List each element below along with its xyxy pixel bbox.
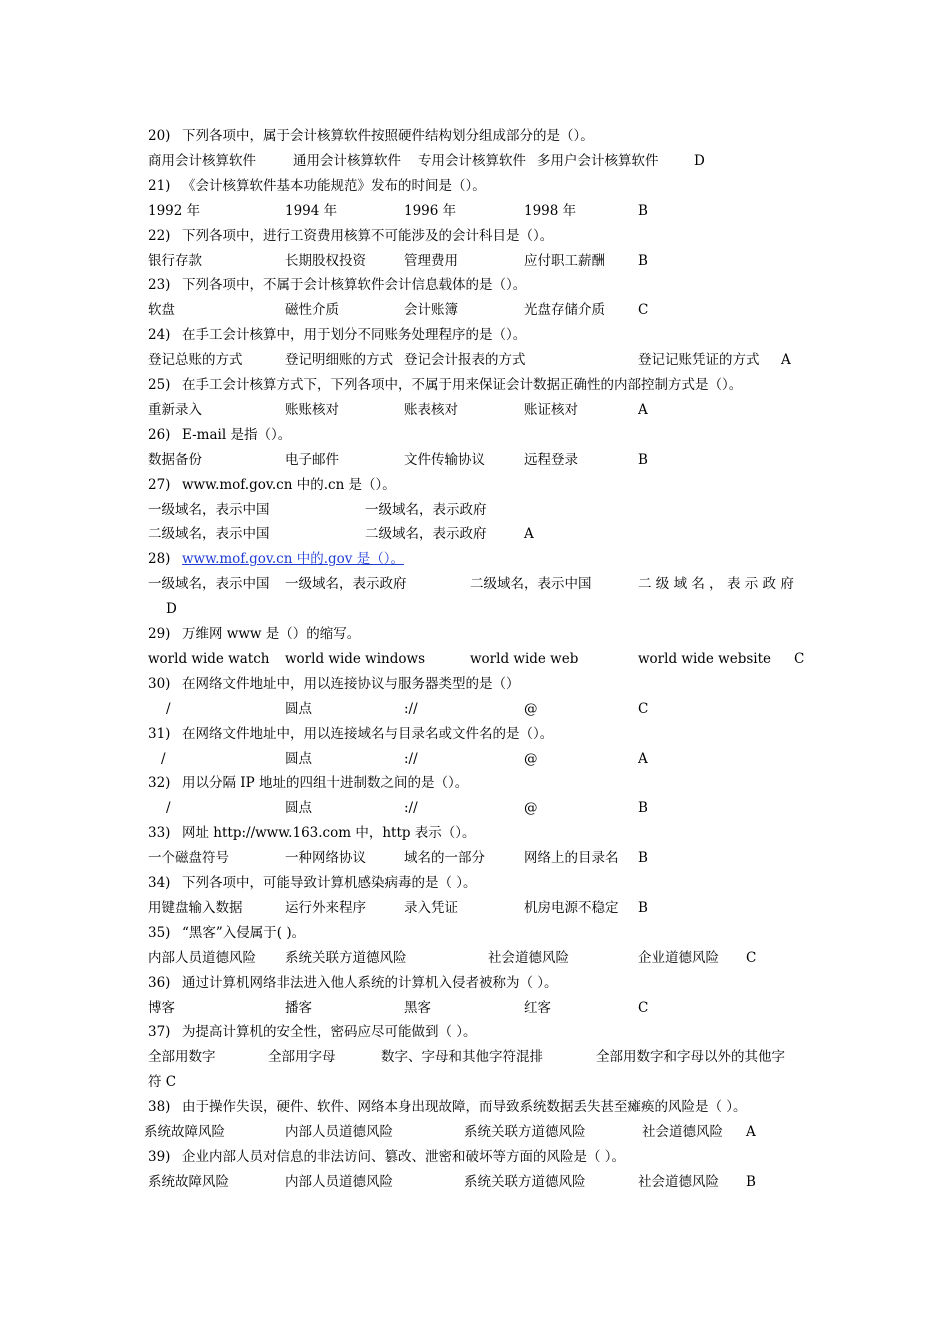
option-text: 登记总账的方式 (148, 352, 243, 369)
option-text: 系统关联方道德风险 (464, 1173, 586, 1190)
answer-key: C (638, 999, 649, 1016)
question-text: 下列各项中，可能导致计算机感染病毒的是（ ）。 (182, 875, 477, 891)
option-text: 远程登录 (524, 451, 578, 468)
option-text: world wide web (470, 650, 579, 667)
option-text: 账表核对 (404, 401, 458, 418)
answer-key: B (746, 1173, 756, 1190)
question-number: 29) (148, 626, 171, 642)
answer-key: B (638, 202, 648, 219)
question-text: 为提高计算机的安全性，密码应尽可能做到（ ）。 (182, 1024, 477, 1041)
question-text: 在手工会计核算方式下，下列各项中，不属于用来保证会计数据正确性的内部控制方式是（）。 (182, 377, 743, 393)
answer-key: B (638, 252, 648, 269)
option-text: 1994 年 (285, 202, 338, 219)
question-line (0, 1145, 950, 1170)
option-text: 符 C (148, 1074, 177, 1091)
option-text: 专用会计核算软件 (418, 152, 526, 169)
question-number: 30) (148, 675, 171, 692)
option-text: 内部人员道德风险 (148, 949, 256, 966)
question-line (0, 1095, 950, 1120)
options-line (0, 398, 950, 423)
option-text: 一级域名，表示中国 (148, 501, 270, 518)
question-number: 22) (148, 227, 171, 244)
options-line (0, 1045, 950, 1070)
option-text: 机房电源不稳定 (524, 899, 619, 916)
option-text: 数据备份 (148, 451, 202, 468)
question-line (0, 273, 950, 298)
question-link[interactable]: www.mof.gov.cn 中的.gov 是（）。 (182, 551, 404, 568)
option-text: 内部人员道德风险 (285, 1173, 393, 1190)
question-text: 在网络文件地址中，用以连接域名与目录名或文件名的是（）。 (182, 725, 554, 742)
option-text: 录入凭证 (404, 899, 458, 916)
question-number: 27) (148, 476, 171, 493)
option-text: 运行外来程序 (285, 899, 366, 916)
question-number: 36) (148, 974, 171, 991)
option-text: 圆点 (285, 750, 312, 767)
option-text: 重新录入 (148, 401, 202, 418)
question-line (0, 672, 950, 697)
option-text: 数字、字母和其他字符混排 (381, 1049, 543, 1066)
option-text: / (166, 700, 171, 717)
question-number: 24) (148, 327, 171, 344)
option-text: 系统关联方道德风险 (285, 949, 407, 966)
answer-key: C (794, 650, 805, 667)
option-text: 网络上的目录名 (524, 850, 619, 867)
option-text: 二级域名，表示中国 (470, 576, 592, 593)
answer-key: D (166, 601, 177, 618)
options-line (0, 348, 950, 373)
options-line (0, 149, 950, 174)
question-number: 35) (148, 924, 171, 941)
answer-key: B (638, 899, 648, 916)
question-text: E-mail 是指（）。 (182, 426, 292, 443)
option-text: 一个磁盘符号 (148, 850, 229, 867)
option-text: 登记明细账的方式 (285, 352, 393, 369)
question-line (0, 971, 950, 996)
options-line (0, 298, 950, 323)
option-text: 全部用字母 (268, 1049, 336, 1066)
question-text: 《会计核算软件基本功能规范》发布的时间是（）。 (182, 177, 486, 194)
options-line (0, 1170, 950, 1195)
question-number: 25) (148, 377, 171, 393)
option-text: 一种网络协议 (285, 850, 366, 867)
option-text: 文件传输协议 (404, 451, 485, 468)
option-text: 长期股权投资 (285, 252, 366, 269)
option-text: :// (404, 800, 418, 817)
option-text: world wide windows (285, 650, 426, 667)
options-line (0, 996, 950, 1021)
option-text: 软盘 (148, 302, 175, 319)
option-text: 磁性介质 (285, 302, 339, 319)
question-number: 38) (148, 1099, 171, 1116)
option-text: 一级域名，表示中国 (148, 576, 270, 593)
question-text: 下列各项中，属于会计核算软件按照硬件结构划分组成部分的是（）。 (182, 128, 594, 144)
question-line (0, 821, 950, 846)
question-number: 37) (148, 1024, 171, 1041)
option-text: 多用户会计核算软件 (537, 152, 659, 169)
question-line (0, 423, 950, 448)
answer-key: C (746, 949, 757, 966)
options-line (0, 697, 950, 722)
question-text: 用以分隔 IP 地址的四组十进制数之间的是（）。 (182, 775, 469, 792)
option-text: 社会道德风险 (488, 949, 569, 966)
question-line (0, 547, 950, 572)
options-line (0, 597, 950, 622)
question-number: 31) (148, 725, 171, 742)
options-line (0, 1070, 950, 1095)
option-text: 光盘存储介质 (524, 302, 605, 319)
question-number: 32) (148, 775, 171, 792)
option-text: 二级域名，表示政府 (365, 526, 487, 543)
question-text: www.mof.gov.cn 中的.cn 是（）。 (182, 476, 396, 493)
option-text: 系统故障风险 (144, 1124, 225, 1140)
option-text: 圆点 (285, 800, 312, 817)
option-text: 账账核对 (285, 401, 339, 418)
option-text: @ (524, 800, 538, 817)
question-line (0, 722, 950, 747)
question-number: 23) (148, 277, 171, 294)
question-text: 通过计算机网络非法进入他人系统的计算机入侵者被称为（ ）。 (182, 974, 558, 991)
options-line (0, 199, 950, 224)
options-line (0, 946, 950, 971)
option-text: 登记记账凭证的方式 (638, 352, 760, 369)
question-text: 万维网 www 是（）的缩写。 (182, 626, 361, 642)
option-text: 账证核对 (524, 401, 578, 418)
question-number: 28) (148, 551, 171, 568)
options-line (0, 1120, 950, 1145)
option-text: 用键盘输入数据 (148, 899, 243, 916)
option-text: 系统关联方道德风险 (464, 1124, 586, 1140)
option-text: 全部用数字和字母以外的其他字 (596, 1049, 785, 1066)
question-number: 26) (148, 426, 171, 443)
question-line (0, 771, 950, 796)
options-line (0, 498, 950, 523)
options-line (0, 572, 950, 597)
option-text: / (161, 750, 166, 767)
option-text: world wide website (638, 650, 772, 667)
answer-key: C (638, 302, 649, 319)
options-line (0, 796, 950, 821)
option-text: 应付职工薪酬 (524, 252, 605, 269)
question-line (0, 323, 950, 348)
option-text: 圆点 (285, 700, 312, 717)
answer-key: A (638, 401, 648, 418)
question-text: 下列各项中，不属于会计核算软件会计信息载体的是（）。 (182, 277, 527, 294)
answer-key: D (694, 152, 705, 169)
option-text: 1998 年 (524, 202, 577, 219)
question-line (0, 473, 950, 498)
answer-key: A (781, 352, 791, 369)
question-number: 34) (148, 875, 171, 891)
answer-key: B (638, 800, 648, 817)
option-text: 银行存款 (148, 252, 202, 269)
option-text: 登记会计报表的方式 (404, 352, 526, 369)
question-text: 在网络文件地址中，用以连接协议与服务器类型的是（） (182, 675, 520, 692)
answer-key: B (638, 451, 648, 468)
options-line (0, 522, 950, 547)
question-line (0, 224, 950, 249)
question-text: 下列各项中，进行工资费用核算不可能涉及的会计科目是（）。 (182, 227, 554, 244)
option-text: 域名的一部分 (404, 850, 485, 867)
option-text: 管理费用 (404, 252, 458, 269)
option-text: 红客 (524, 999, 551, 1016)
question-number: 33) (148, 825, 171, 842)
option-text: 博客 (148, 999, 175, 1016)
option-text: 二级域名，表示中国 (148, 526, 270, 543)
answer-key: A (746, 1124, 756, 1140)
options-line (0, 448, 950, 473)
answer-key: A (524, 526, 534, 543)
question-line (0, 622, 950, 647)
options-line (0, 896, 950, 921)
options-line (0, 846, 950, 871)
question-text: 网址 http://www.163.com 中，http 表示（）。 (182, 825, 476, 842)
option-text: 播客 (285, 999, 312, 1016)
question-line (0, 373, 950, 398)
option-text: @ (524, 750, 538, 767)
option-text: 会计账簿 (404, 302, 458, 319)
question-line (0, 124, 950, 149)
options-line (0, 249, 950, 274)
question-number: 39) (148, 1148, 171, 1165)
question-text: 企业内部人员对信息的非法访问、篡改、泄密和破坏等方面的风险是（ ）。 (182, 1148, 626, 1165)
option-text: 社会道德风险 (638, 1173, 719, 1190)
option-text: 电子邮件 (285, 451, 339, 468)
option-text: / (166, 800, 171, 817)
options-line (0, 647, 950, 672)
option-text: 二 级 域 名 ， 表 示 政 府 (638, 576, 794, 593)
options-line (0, 747, 950, 772)
question-text: “黑客”入侵属于( )。 (182, 924, 306, 941)
option-text: 1996 年 (404, 202, 457, 219)
answer-key: C (638, 700, 649, 717)
question-text: 在手工会计核算中，用于划分不同账务处理程序的是（）。 (182, 327, 527, 344)
option-text: 通用会计核算软件 (293, 152, 401, 169)
question-line (0, 871, 950, 896)
question-number: 20) (148, 128, 171, 144)
question-line (0, 921, 950, 946)
option-text: :// (404, 700, 418, 717)
question-number: 21) (148, 177, 171, 194)
option-text: 一级域名，表示政府 (365, 501, 487, 518)
answer-key: B (638, 850, 648, 867)
option-text: @ (524, 700, 538, 717)
option-text: 内部人员道德风险 (285, 1124, 393, 1140)
option-text: 社会道德风险 (642, 1124, 723, 1140)
option-text: 企业道德风险 (638, 949, 719, 966)
option-text: 全部用数字 (148, 1049, 216, 1066)
option-text: 黑客 (404, 999, 431, 1016)
question-line (0, 174, 950, 199)
option-text: world wide watch (148, 650, 270, 667)
answer-key: A (638, 750, 648, 767)
option-text: 一级域名，表示政府 (285, 576, 407, 593)
option-text: 系统故障风险 (148, 1173, 229, 1190)
option-text: :// (404, 750, 418, 767)
question-line (0, 1020, 950, 1045)
option-text: 商用会计核算软件 (148, 152, 256, 169)
option-text: 1992 年 (148, 202, 201, 219)
question-text: 由于操作失误，硬件、软件、网络本身出现故障，而导致系统数据丢失甚至瘫痪的风险是（ ）。 (182, 1099, 747, 1116)
